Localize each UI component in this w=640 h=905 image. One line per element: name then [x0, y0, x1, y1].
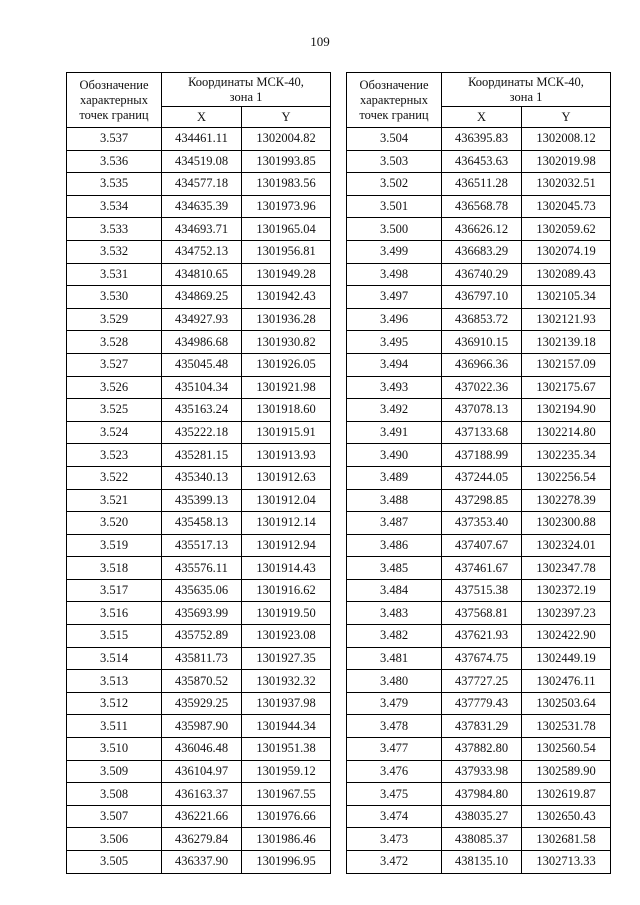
point-id-cell: 3.472 [347, 851, 442, 874]
x-coordinate-cell: 436511.28 [442, 173, 522, 196]
y-coordinate-cell: 1301986.46 [242, 828, 331, 851]
x-coordinate-cell: 437933.98 [442, 760, 522, 783]
table-row [67, 173, 331, 196]
x-coordinate-cell: 436626.12 [442, 218, 522, 241]
y-coordinate-cell: 1302422.90 [522, 625, 611, 648]
y-coordinate-cell: 1301913.93 [242, 444, 331, 467]
x-coordinate-cell: 436797.10 [442, 286, 522, 309]
point-id-cell: 3.473 [347, 828, 442, 851]
x-coordinate-cell: 436910.15 [442, 331, 522, 354]
designation-header [67, 73, 162, 128]
x-coordinate-cell: 436453.63 [442, 150, 522, 173]
y-coordinate-cell: 1302397.23 [522, 602, 611, 625]
y-coordinate-cell: 1302449.19 [522, 647, 611, 670]
x-coordinate-cell: 435281.15 [162, 444, 242, 467]
table-row [67, 805, 331, 828]
point-id-cell: 3.487 [347, 512, 442, 535]
point-id-cell: 3.481 [347, 647, 442, 670]
point-id-cell: 3.515 [67, 625, 162, 648]
x-coordinate-cell: 435752.89 [162, 625, 242, 648]
y-coordinate-cell: 1302194.90 [522, 399, 611, 422]
x-coordinate-cell: 437831.29 [442, 715, 522, 738]
point-id-cell: 3.474 [347, 805, 442, 828]
x-coordinate-cell: 436163.37 [162, 783, 242, 806]
table-row [347, 783, 611, 806]
table-row [347, 692, 611, 715]
x-coordinate-cell: 435104.34 [162, 376, 242, 399]
y-coordinate-cell: 1302476.11 [522, 670, 611, 693]
y-coordinate-cell: 1302235.34 [522, 444, 611, 467]
x-coordinate-cell: 438035.27 [442, 805, 522, 828]
designation-header-line1: Обозначение [79, 77, 149, 92]
y-coordinate-cell: 1301967.55 [242, 783, 331, 806]
point-id-cell: 3.480 [347, 670, 442, 693]
point-id-cell: 3.526 [67, 376, 162, 399]
point-id-cell: 3.528 [67, 331, 162, 354]
point-id-cell: 3.505 [67, 851, 162, 874]
y-coordinate-cell: 1301932.32 [242, 670, 331, 693]
table-row [347, 851, 611, 874]
coordinates-header [442, 73, 611, 107]
table-row [347, 805, 611, 828]
designation-header [347, 73, 442, 128]
point-id-cell: 3.496 [347, 308, 442, 331]
table-row [67, 263, 331, 286]
y-coordinate-cell: 1301912.04 [242, 489, 331, 512]
x-coordinate-cell: 434927.93 [162, 308, 242, 331]
point-id-cell: 3.497 [347, 286, 442, 309]
coordinates-header-line2: зона 1 [509, 89, 543, 104]
y-coordinate-cell: 1301949.28 [242, 263, 331, 286]
point-id-cell: 3.483 [347, 602, 442, 625]
x-coordinate-cell: 437353.40 [442, 512, 522, 535]
point-id-cell: 3.508 [67, 783, 162, 806]
y-coordinate-cell: 1301973.96 [242, 195, 331, 218]
point-id-cell: 3.523 [67, 444, 162, 467]
table-row [67, 195, 331, 218]
table-row [67, 625, 331, 648]
table-row [347, 150, 611, 173]
y-coordinate-cell: 1301914.43 [242, 557, 331, 580]
x-coordinate-cell: 436279.84 [162, 828, 242, 851]
table-row [67, 399, 331, 422]
point-id-cell: 3.493 [347, 376, 442, 399]
y-coordinate-cell: 1302074.19 [522, 240, 611, 263]
point-id-cell: 3.485 [347, 557, 442, 580]
y-coordinate-cell: 1301956.81 [242, 240, 331, 263]
y-coordinate-cell: 1301912.63 [242, 466, 331, 489]
x-coordinate-cell: 438135.10 [442, 851, 522, 874]
y-coordinate-cell: 1302531.78 [522, 715, 611, 738]
coordinates-header-line2: зона 1 [229, 89, 263, 104]
table-row [67, 579, 331, 602]
table-row [347, 466, 611, 489]
x-coordinate-cell: 436683.29 [442, 240, 522, 263]
table-row [347, 625, 611, 648]
designation-header-line3: точек границ [359, 107, 429, 122]
x-coordinate-cell: 437022.36 [442, 376, 522, 399]
table-row [347, 738, 611, 761]
point-id-cell: 3.517 [67, 579, 162, 602]
point-id-cell: 3.494 [347, 353, 442, 376]
x-coordinate-cell: 437882.80 [442, 738, 522, 761]
x-coordinate-cell: 437244.05 [442, 466, 522, 489]
table-row [347, 376, 611, 399]
point-id-cell: 3.475 [347, 783, 442, 806]
x-coordinate-cell: 434752.13 [162, 240, 242, 263]
point-id-cell: 3.504 [347, 128, 442, 151]
point-id-cell: 3.531 [67, 263, 162, 286]
y-coordinate-cell: 1302589.90 [522, 760, 611, 783]
y-coordinate-cell: 1302008.12 [522, 128, 611, 151]
x-coordinate-cell: 435222.18 [162, 421, 242, 444]
y-coordinate-cell: 1301918.60 [242, 399, 331, 422]
table-row [347, 331, 611, 354]
x-coordinate-cell: 436740.29 [442, 263, 522, 286]
y-coordinate-cell: 1302278.39 [522, 489, 611, 512]
x-coordinate-cell: 437621.93 [442, 625, 522, 648]
point-id-cell: 3.478 [347, 715, 442, 738]
coordinates-table-right [346, 72, 611, 874]
x-coordinate-cell: 436395.83 [442, 128, 522, 151]
table-row [67, 353, 331, 376]
point-id-cell: 3.509 [67, 760, 162, 783]
y-coordinate-cell: 1301983.56 [242, 173, 331, 196]
coordinates-table-left [66, 72, 331, 874]
y-column-header: Y [522, 107, 611, 128]
table-row [347, 760, 611, 783]
point-id-cell: 3.491 [347, 421, 442, 444]
y-coordinate-cell: 1302256.54 [522, 466, 611, 489]
designation-header-line2: характерных [360, 92, 428, 107]
y-coordinate-cell: 1302157.09 [522, 353, 611, 376]
y-coordinate-cell: 1301912.14 [242, 512, 331, 535]
table-row [347, 421, 611, 444]
x-coordinate-cell: 434635.39 [162, 195, 242, 218]
table-row [347, 195, 611, 218]
x-coordinate-cell: 434693.71 [162, 218, 242, 241]
y-coordinate-cell: 1302713.33 [522, 851, 611, 874]
table-row [67, 647, 331, 670]
y-coordinate-cell: 1301921.98 [242, 376, 331, 399]
x-coordinate-cell: 437298.85 [442, 489, 522, 512]
x-coordinate-cell: 436221.66 [162, 805, 242, 828]
table-row [67, 444, 331, 467]
table-row [67, 851, 331, 874]
point-id-cell: 3.503 [347, 150, 442, 173]
x-coordinate-cell: 437515.38 [442, 579, 522, 602]
table-row [67, 760, 331, 783]
table-row [67, 308, 331, 331]
table-row [347, 399, 611, 422]
point-id-cell: 3.514 [67, 647, 162, 670]
table-row [67, 828, 331, 851]
x-coordinate-cell: 436337.90 [162, 851, 242, 874]
y-coordinate-cell: 1302032.51 [522, 173, 611, 196]
table-row [67, 783, 331, 806]
page-number: 109 [310, 34, 330, 49]
table-row [67, 331, 331, 354]
point-id-cell: 3.486 [347, 534, 442, 557]
point-id-cell: 3.507 [67, 805, 162, 828]
y-coordinate-cell: 1302650.43 [522, 805, 611, 828]
y-coordinate-cell: 1301965.04 [242, 218, 331, 241]
point-id-cell: 3.534 [67, 195, 162, 218]
designation-header-line1: Обозначение [359, 77, 429, 92]
y-coordinate-cell: 1302503.64 [522, 692, 611, 715]
point-id-cell: 3.502 [347, 173, 442, 196]
table-row [67, 489, 331, 512]
y-coordinate-cell: 1302372.19 [522, 579, 611, 602]
point-id-cell: 3.500 [347, 218, 442, 241]
x-coordinate-cell: 437461.67 [442, 557, 522, 580]
point-id-cell: 3.533 [67, 218, 162, 241]
table-row [347, 647, 611, 670]
y-coordinate-cell: 1302560.54 [522, 738, 611, 761]
y-coordinate-cell: 1301951.38 [242, 738, 331, 761]
x-coordinate-cell: 437984.80 [442, 783, 522, 806]
y-coordinate-cell: 1302004.82 [242, 128, 331, 151]
y-column-header: Y [242, 107, 331, 128]
table-row [347, 557, 611, 580]
table-row [67, 376, 331, 399]
x-coordinate-cell: 436853.72 [442, 308, 522, 331]
table-row [67, 557, 331, 580]
point-id-cell: 3.519 [67, 534, 162, 557]
x-coordinate-cell: 435399.13 [162, 489, 242, 512]
y-coordinate-cell: 1302059.62 [522, 218, 611, 241]
table-row [347, 353, 611, 376]
point-id-cell: 3.513 [67, 670, 162, 693]
table-row [347, 173, 611, 196]
x-coordinate-cell: 435576.11 [162, 557, 242, 580]
point-id-cell: 3.499 [347, 240, 442, 263]
x-coordinate-cell: 436966.36 [442, 353, 522, 376]
y-coordinate-cell: 1302019.98 [522, 150, 611, 173]
point-id-cell: 3.511 [67, 715, 162, 738]
point-id-cell: 3.490 [347, 444, 442, 467]
point-id-cell: 3.495 [347, 331, 442, 354]
coordinates-header [162, 73, 331, 107]
point-id-cell: 3.529 [67, 308, 162, 331]
x-coordinate-cell: 437568.81 [442, 602, 522, 625]
x-coordinate-cell: 437407.67 [442, 534, 522, 557]
x-coordinate-cell: 435163.24 [162, 399, 242, 422]
x-coordinate-cell: 436104.97 [162, 760, 242, 783]
table-row [67, 466, 331, 489]
point-id-cell: 3.532 [67, 240, 162, 263]
point-id-cell: 3.536 [67, 150, 162, 173]
table-row [347, 263, 611, 286]
x-coordinate-cell: 435811.73 [162, 647, 242, 670]
point-id-cell: 3.484 [347, 579, 442, 602]
table-row [347, 286, 611, 309]
table-row [67, 128, 331, 151]
x-coordinate-cell: 437779.43 [442, 692, 522, 715]
point-id-cell: 3.498 [347, 263, 442, 286]
y-coordinate-cell: 1302214.80 [522, 421, 611, 444]
table-row [347, 715, 611, 738]
point-id-cell: 3.492 [347, 399, 442, 422]
y-coordinate-cell: 1302139.18 [522, 331, 611, 354]
point-id-cell: 3.488 [347, 489, 442, 512]
table-row [67, 670, 331, 693]
point-id-cell: 3.520 [67, 512, 162, 535]
table-row [347, 579, 611, 602]
table-row [67, 534, 331, 557]
table-row [347, 240, 611, 263]
point-id-cell: 3.512 [67, 692, 162, 715]
table-row [67, 692, 331, 715]
table-row [347, 670, 611, 693]
y-coordinate-cell: 1301993.85 [242, 150, 331, 173]
point-id-cell: 3.476 [347, 760, 442, 783]
table-row [347, 444, 611, 467]
point-id-cell: 3.521 [67, 489, 162, 512]
table-row [347, 512, 611, 535]
table-row [67, 512, 331, 535]
y-coordinate-cell: 1301919.50 [242, 602, 331, 625]
x-coordinate-cell: 434986.68 [162, 331, 242, 354]
y-coordinate-cell: 1301942.43 [242, 286, 331, 309]
table-row [67, 218, 331, 241]
y-coordinate-cell: 1302121.93 [522, 308, 611, 331]
y-coordinate-cell: 1301923.08 [242, 625, 331, 648]
point-id-cell: 3.516 [67, 602, 162, 625]
point-id-cell: 3.518 [67, 557, 162, 580]
y-coordinate-cell: 1301930.82 [242, 331, 331, 354]
x-coordinate-cell: 435635.06 [162, 579, 242, 602]
point-id-cell: 3.479 [347, 692, 442, 715]
x-coordinate-cell: 435929.25 [162, 692, 242, 715]
point-id-cell: 3.501 [347, 195, 442, 218]
point-id-cell: 3.537 [67, 128, 162, 151]
table-row [347, 828, 611, 851]
x-coordinate-cell: 434577.18 [162, 173, 242, 196]
y-coordinate-cell: 1302324.01 [522, 534, 611, 557]
table-row [67, 286, 331, 309]
point-id-cell: 3.482 [347, 625, 442, 648]
x-coordinate-cell: 437674.75 [442, 647, 522, 670]
x-coordinate-cell: 434519.08 [162, 150, 242, 173]
point-id-cell: 3.506 [67, 828, 162, 851]
table-row [347, 308, 611, 331]
table-row [67, 240, 331, 263]
table-row [67, 421, 331, 444]
x-coordinate-cell: 437078.13 [442, 399, 522, 422]
y-coordinate-cell: 1301959.12 [242, 760, 331, 783]
point-id-cell: 3.524 [67, 421, 162, 444]
x-coordinate-cell: 435045.48 [162, 353, 242, 376]
point-id-cell: 3.522 [67, 466, 162, 489]
y-coordinate-cell: 1301996.95 [242, 851, 331, 874]
table-row [67, 738, 331, 761]
x-coordinate-cell: 438085.37 [442, 828, 522, 851]
y-coordinate-cell: 1302300.88 [522, 512, 611, 535]
designation-header-line2: характерных [80, 92, 148, 107]
y-coordinate-cell: 1302619.87 [522, 783, 611, 806]
coordinates-header-line1: Координаты МСК-40, [188, 74, 304, 89]
x-coordinate-cell: 437727.25 [442, 670, 522, 693]
point-id-cell: 3.527 [67, 353, 162, 376]
x-coordinate-cell: 436046.48 [162, 738, 242, 761]
y-coordinate-cell: 1301912.94 [242, 534, 331, 557]
point-id-cell: 3.510 [67, 738, 162, 761]
y-coordinate-cell: 1302089.43 [522, 263, 611, 286]
x-coordinate-cell: 435987.90 [162, 715, 242, 738]
y-coordinate-cell: 1301926.05 [242, 353, 331, 376]
y-coordinate-cell: 1302045.73 [522, 195, 611, 218]
x-column-header: X [162, 107, 242, 128]
x-coordinate-cell: 436568.78 [442, 195, 522, 218]
point-id-cell: 3.477 [347, 738, 442, 761]
point-id-cell: 3.525 [67, 399, 162, 422]
x-coordinate-cell: 437188.99 [442, 444, 522, 467]
x-coordinate-cell: 437133.68 [442, 421, 522, 444]
x-coordinate-cell: 434869.25 [162, 286, 242, 309]
y-coordinate-cell: 1302175.67 [522, 376, 611, 399]
x-coordinate-cell: 435458.13 [162, 512, 242, 535]
x-coordinate-cell: 435340.13 [162, 466, 242, 489]
table-row [347, 218, 611, 241]
x-column-header: X [442, 107, 522, 128]
y-coordinate-cell: 1302681.58 [522, 828, 611, 851]
x-coordinate-cell: 435517.13 [162, 534, 242, 557]
x-coordinate-cell: 435693.99 [162, 602, 242, 625]
y-coordinate-cell: 1302105.34 [522, 286, 611, 309]
point-id-cell: 3.535 [67, 173, 162, 196]
designation-header-line3: точек границ [79, 107, 149, 122]
y-coordinate-cell: 1301944.34 [242, 715, 331, 738]
x-coordinate-cell: 434810.65 [162, 263, 242, 286]
y-coordinate-cell: 1301937.98 [242, 692, 331, 715]
y-coordinate-cell: 1301915.91 [242, 421, 331, 444]
table-row [67, 602, 331, 625]
table-row [67, 715, 331, 738]
table-row [347, 489, 611, 512]
table-row [347, 534, 611, 557]
y-coordinate-cell: 1302347.78 [522, 557, 611, 580]
table-row [347, 128, 611, 151]
coordinates-header-line1: Координаты МСК-40, [468, 74, 584, 89]
y-coordinate-cell: 1301927.35 [242, 647, 331, 670]
point-id-cell: 3.489 [347, 466, 442, 489]
table-row [67, 150, 331, 173]
table-row [347, 602, 611, 625]
y-coordinate-cell: 1301916.62 [242, 579, 331, 602]
point-id-cell: 3.530 [67, 286, 162, 309]
y-coordinate-cell: 1301976.66 [242, 805, 331, 828]
x-coordinate-cell: 435870.52 [162, 670, 242, 693]
x-coordinate-cell: 434461.11 [162, 128, 242, 151]
y-coordinate-cell: 1301936.28 [242, 308, 331, 331]
